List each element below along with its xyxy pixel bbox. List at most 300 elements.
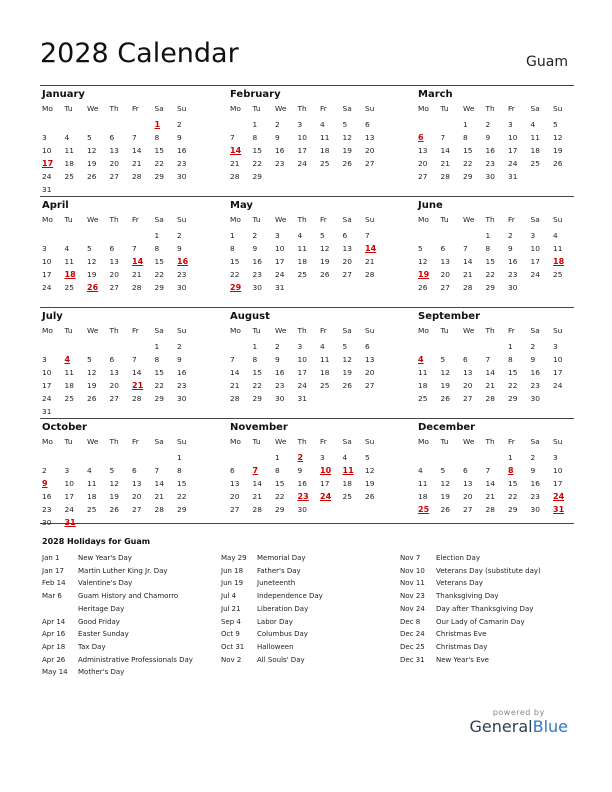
- week-row: [228, 229, 386, 242]
- day-cell: 10: [42, 368, 52, 377]
- month-name: December: [418, 422, 476, 433]
- holiday-column: [42, 552, 220, 679]
- week-row: [416, 477, 574, 490]
- weekday-label: Sa: [154, 215, 164, 224]
- holiday-item-date: Nov 2: [221, 655, 242, 664]
- day-cell: 13: [342, 244, 352, 253]
- weekday-label: We: [275, 104, 287, 113]
- day-cell: 21: [440, 159, 450, 168]
- day-cell: 28: [230, 394, 240, 403]
- day-cell: 2: [530, 453, 536, 462]
- weekday-label: Mo: [42, 437, 53, 446]
- day-cell: 26: [320, 270, 330, 279]
- day-cell: 6: [365, 342, 370, 351]
- holiday-column: [221, 552, 399, 666]
- holiday-item-date: Apr 16: [42, 630, 66, 639]
- holiday-item: [400, 616, 578, 629]
- day-cell: 14: [463, 257, 473, 266]
- day-cell: 26: [440, 394, 450, 403]
- day-cell: 12: [553, 133, 563, 142]
- day-cell: [439, 340, 462, 353]
- holiday-item-name: All Souls' Day: [257, 655, 305, 664]
- holiday-item: [42, 603, 220, 616]
- day-cell: 18: [320, 146, 330, 155]
- day-cell: 13: [440, 257, 450, 266]
- day-cell: 4: [320, 342, 325, 351]
- day-cell: [363, 281, 386, 294]
- day-cell: 6: [109, 355, 115, 364]
- weekday-label: Tu: [64, 104, 73, 113]
- day-cell: 6: [440, 244, 446, 253]
- weekday-label: Fr: [508, 437, 515, 446]
- holiday-item: [400, 565, 578, 578]
- weekday-label: Th: [297, 326, 307, 335]
- day-cell: [85, 405, 108, 418]
- day-cell: 3: [42, 355, 47, 364]
- day-cell: 5: [320, 231, 325, 240]
- week-row: [416, 131, 574, 144]
- day-cell: 25: [64, 394, 74, 403]
- day-cell: 20: [132, 492, 142, 501]
- day-cell: 7: [485, 355, 491, 364]
- holiday-item: [221, 654, 399, 667]
- day-cell: [416, 340, 439, 353]
- day-cell: 1: [508, 453, 513, 462]
- weekday-label: Mo: [418, 215, 429, 224]
- holiday-item-date: Feb 14: [42, 579, 66, 588]
- day-cell: [108, 451, 131, 464]
- day-cell: [63, 451, 86, 464]
- day-cell: 3: [530, 231, 536, 240]
- week-row: [40, 340, 198, 353]
- weekday-label: Sa: [342, 437, 352, 446]
- holiday-item-date: Jul 4: [221, 592, 237, 601]
- weekday-label: Th: [485, 104, 495, 113]
- month-block: [40, 198, 198, 307]
- day-cell: 9: [177, 133, 182, 142]
- weekday-header: [416, 324, 574, 340]
- day-cell: 30: [297, 505, 307, 514]
- day-cell: 12: [87, 146, 97, 155]
- day-cell: [40, 229, 63, 242]
- day-cell: [551, 170, 574, 183]
- day-cell: 13: [418, 146, 428, 155]
- day-cell: 20: [109, 270, 119, 279]
- holiday-column: [400, 552, 578, 666]
- day-cell: 24: [42, 283, 52, 292]
- weekday-label: Sa: [342, 326, 352, 335]
- week-row: [228, 366, 386, 379]
- day-cell: 7: [132, 133, 137, 142]
- country-name: Guam: [526, 54, 568, 70]
- holiday-item-name: Day after Thanksgiving Day: [436, 604, 534, 613]
- day-cell: 6: [109, 244, 115, 253]
- day-cell: 3: [64, 466, 70, 475]
- day-cell: 11: [64, 146, 74, 155]
- weekday-label: Fr: [132, 104, 139, 113]
- day-cell: [363, 170, 386, 183]
- day-cell: 5: [553, 120, 558, 129]
- week-row: [228, 242, 386, 255]
- day-cell: 6: [230, 466, 235, 475]
- day-cell: 14: [230, 368, 240, 377]
- day-cell: 17: [553, 479, 563, 488]
- day-cell: [551, 392, 574, 405]
- week-row: [416, 144, 574, 157]
- month-block: [416, 198, 574, 307]
- day-cell: 2: [42, 466, 47, 475]
- day-cell: [363, 392, 386, 405]
- holiday-date: 14: [365, 244, 377, 253]
- weekday-label: Fr: [320, 437, 327, 446]
- day-cell: [130, 229, 153, 242]
- day-cell: 29: [275, 505, 285, 514]
- day-cell: 20: [109, 159, 119, 168]
- weekday-label: Su: [553, 104, 563, 113]
- weekday-label: Sa: [154, 104, 164, 113]
- day-cell: 9: [252, 244, 258, 253]
- day-cell: 27: [463, 394, 473, 403]
- day-cell: [416, 229, 439, 242]
- holiday-item-name: Independence Day: [257, 592, 323, 601]
- weekday-label: We: [87, 326, 99, 335]
- week-row: [40, 503, 198, 516]
- week-row: [40, 405, 198, 418]
- month-name: March: [418, 89, 453, 100]
- holiday-item-name: Veterans Day (substitute day): [436, 566, 541, 575]
- day-cell: 27: [365, 159, 375, 168]
- weekday-label: Mo: [230, 437, 241, 446]
- holidays-title: 2028 Holidays for Guam: [42, 537, 151, 546]
- month-name: July: [42, 311, 63, 322]
- day-cell: 15: [252, 368, 262, 377]
- day-cell: [130, 183, 153, 196]
- day-cell: 22: [508, 381, 518, 390]
- day-cell: 19: [553, 146, 563, 155]
- day-cell: 5: [342, 120, 348, 129]
- day-cell: [130, 451, 153, 464]
- weekday-label: Fr: [320, 104, 327, 113]
- weekday-label: We: [87, 215, 99, 224]
- week-row: [228, 340, 386, 353]
- week-row: [416, 170, 574, 183]
- day-cell: [251, 451, 274, 464]
- day-cell: 3: [275, 231, 280, 240]
- day-cell: 14: [132, 146, 142, 155]
- holiday-date: 18: [64, 270, 76, 279]
- week-row: [40, 366, 198, 379]
- holiday-date: 21: [132, 381, 144, 390]
- day-cell: 7: [132, 244, 137, 253]
- holiday-item-date: Jan 1: [42, 554, 60, 562]
- holiday-item-name: Good Friday: [78, 617, 120, 626]
- day-cell: 30: [252, 283, 262, 292]
- day-cell: 15: [154, 146, 164, 155]
- day-cell: [85, 451, 108, 464]
- holiday-item: [221, 616, 399, 629]
- day-cell: 11: [418, 479, 428, 488]
- weekday-label: Mo: [418, 437, 429, 446]
- weekday-label: Th: [109, 104, 119, 113]
- day-cell: [318, 503, 341, 516]
- month-block: [416, 87, 574, 196]
- holiday-date: 25: [418, 505, 430, 514]
- day-cell: 19: [87, 270, 97, 279]
- holiday-date: 24: [553, 492, 565, 501]
- week-row: [40, 268, 198, 281]
- week-row: [416, 392, 574, 405]
- holiday-item-name: New Year's Eve: [436, 655, 489, 664]
- holiday-item-date: Jun 19: [221, 579, 244, 588]
- day-cell: 1: [230, 231, 235, 240]
- day-cell: 26: [418, 283, 428, 292]
- holiday-item-name: Juneteenth: [257, 579, 296, 588]
- day-cell: 28: [365, 270, 375, 279]
- holiday-item-name: Halloween: [257, 642, 294, 651]
- day-cell: [341, 281, 364, 294]
- weekday-label: Su: [365, 437, 375, 446]
- day-cell: 23: [42, 505, 52, 514]
- weekday-label: Mo: [42, 104, 53, 113]
- weekday-label: We: [463, 215, 475, 224]
- week-row: [228, 464, 386, 477]
- day-cell: 19: [440, 381, 450, 390]
- month-name: August: [230, 311, 270, 322]
- day-cell: 26: [440, 505, 450, 514]
- holiday-item-date: Oct 9: [221, 630, 240, 639]
- day-cell: [341, 392, 364, 405]
- day-cell: [108, 183, 131, 196]
- day-cell: 21: [365, 257, 375, 266]
- day-cell: 22: [252, 159, 262, 168]
- week-row: [228, 503, 386, 516]
- day-cell: 17: [320, 479, 330, 488]
- holiday-date: 23: [297, 492, 309, 501]
- week-row: [40, 242, 198, 255]
- holiday-date: 14: [132, 257, 144, 266]
- day-cell: [85, 340, 108, 353]
- holiday-date: 17: [42, 159, 54, 168]
- day-cell: 11: [64, 257, 74, 266]
- day-cell: 9: [177, 355, 182, 364]
- day-cell: 15: [230, 257, 240, 266]
- day-cell: 31: [42, 407, 52, 416]
- holiday-item-date: Nov 24: [400, 604, 425, 613]
- day-cell: 8: [154, 244, 160, 253]
- month-block: [40, 420, 198, 529]
- day-cell: 22: [230, 270, 240, 279]
- week-row: [416, 451, 574, 464]
- weekday-header: [40, 102, 198, 118]
- day-cell: 30: [530, 394, 540, 403]
- day-cell: 17: [42, 270, 52, 279]
- day-cell: 19: [440, 492, 450, 501]
- weekday-label: Mo: [230, 326, 241, 335]
- holiday-item: [221, 603, 399, 616]
- day-cell: 24: [508, 159, 518, 168]
- day-cell: 18: [342, 479, 352, 488]
- day-cell: 10: [297, 133, 307, 142]
- day-cell: 1: [485, 231, 491, 240]
- day-cell: 6: [463, 466, 468, 475]
- holiday-item-date: Oct 31: [221, 642, 245, 651]
- week-row: [416, 255, 574, 268]
- day-cell: 2: [530, 342, 536, 351]
- week-row: [228, 131, 386, 144]
- day-cell: 12: [440, 368, 450, 377]
- day-cell: 13: [463, 479, 473, 488]
- week-row: [416, 503, 574, 516]
- day-cell: [296, 170, 319, 183]
- day-cell: 19: [342, 146, 352, 155]
- day-cell: [108, 118, 131, 131]
- day-cell: 12: [109, 479, 119, 488]
- weekday-label: We: [463, 326, 475, 335]
- week-row: [416, 340, 574, 353]
- day-cell: 8: [463, 133, 468, 142]
- brand-logo: [470, 708, 568, 736]
- day-cell: 1: [154, 342, 160, 351]
- holiday-item-date: May 14: [42, 668, 68, 677]
- day-cell: 4: [297, 231, 303, 240]
- holiday-date: 31: [64, 518, 76, 527]
- quarter-row: [40, 85, 574, 196]
- day-cell: 29: [463, 172, 473, 181]
- day-cell: [108, 405, 131, 418]
- week-row: [228, 170, 386, 183]
- day-cell: 16: [275, 146, 285, 155]
- day-cell: [85, 229, 108, 242]
- month-name: September: [418, 311, 480, 322]
- weekday-label: Su: [177, 326, 187, 335]
- weekday-label: We: [275, 437, 287, 446]
- weekday-label: Tu: [252, 104, 261, 113]
- day-cell: 5: [418, 244, 423, 253]
- day-cell: 2: [508, 231, 513, 240]
- day-cell: 30: [508, 283, 518, 292]
- day-cell: 11: [530, 133, 540, 142]
- day-cell: 30: [177, 283, 187, 292]
- day-cell: 22: [154, 270, 164, 279]
- day-cell: 2: [485, 120, 491, 129]
- day-cell: 23: [177, 270, 187, 279]
- week-row: [416, 464, 574, 477]
- holiday-item-name: Mother's Day: [78, 668, 125, 677]
- holiday-item-date: Nov 11: [400, 579, 425, 588]
- day-cell: 18: [320, 368, 330, 377]
- powered-by-text: powered by: [492, 708, 545, 717]
- holiday-item: [42, 616, 220, 629]
- day-cell: 14: [485, 479, 495, 488]
- weekday-label: Th: [297, 104, 307, 113]
- day-cell: 3: [42, 244, 47, 253]
- day-cell: [63, 340, 86, 353]
- day-cell: 20: [440, 270, 450, 279]
- day-cell: 22: [154, 159, 164, 168]
- day-cell: [341, 503, 364, 516]
- month-name: February: [230, 89, 281, 100]
- day-cell: 27: [463, 505, 473, 514]
- weekday-label: Tu: [440, 437, 449, 446]
- day-cell: 21: [463, 270, 473, 279]
- day-cell: 18: [297, 257, 307, 266]
- week-row: [40, 183, 198, 196]
- weekday-label: Tu: [64, 437, 73, 446]
- week-row: [40, 118, 198, 131]
- day-cell: 11: [553, 244, 563, 253]
- week-row: [228, 268, 386, 281]
- logo-text: [470, 717, 568, 736]
- day-cell: 14: [485, 368, 495, 377]
- week-row: [228, 379, 386, 392]
- day-cell: 5: [109, 466, 115, 475]
- week-row: [416, 242, 574, 255]
- holiday-item-date: Dec 25: [400, 642, 425, 651]
- day-cell: 12: [440, 479, 450, 488]
- holiday-item: [400, 641, 578, 654]
- day-cell: 18: [64, 159, 74, 168]
- day-cell: [461, 229, 484, 242]
- day-cell: 13: [109, 368, 119, 377]
- week-row: [416, 229, 574, 242]
- day-cell: 17: [64, 492, 74, 501]
- week-row: [40, 131, 198, 144]
- day-cell: 17: [530, 257, 540, 266]
- day-cell: 28: [485, 394, 495, 403]
- weekday-label: Su: [553, 326, 563, 335]
- weekday-label: Fr: [132, 326, 139, 335]
- day-cell: 2: [177, 120, 182, 129]
- day-cell: 10: [508, 133, 518, 142]
- weekday-header: [416, 102, 574, 118]
- day-cell: 19: [365, 479, 375, 488]
- day-cell: 21: [132, 270, 142, 279]
- week-row: [416, 353, 574, 366]
- day-cell: 1: [275, 453, 280, 462]
- divider: [40, 523, 574, 524]
- day-cell: 15: [508, 479, 518, 488]
- day-cell: 16: [530, 479, 540, 488]
- holiday-item-name: Father's Day: [257, 566, 301, 575]
- day-cell: 27: [440, 283, 450, 292]
- day-cell: 16: [177, 368, 187, 377]
- day-cell: 3: [42, 133, 47, 142]
- day-cell: 25: [320, 381, 330, 390]
- holiday-item: [221, 552, 399, 565]
- day-cell: [318, 392, 341, 405]
- holiday-item-name: New Year's Day: [78, 554, 132, 562]
- day-cell: 13: [230, 479, 240, 488]
- day-cell: 27: [342, 270, 352, 279]
- day-cell: 30: [177, 394, 187, 403]
- day-cell: 9: [275, 355, 280, 364]
- day-cell: 1: [154, 231, 160, 240]
- day-cell: 9: [530, 466, 536, 475]
- month-name: April: [42, 200, 69, 211]
- holiday-item: [42, 552, 220, 565]
- holiday-date: 14: [230, 146, 242, 155]
- day-cell: [108, 340, 131, 353]
- holiday-item-date: Nov 10: [400, 566, 425, 575]
- week-row: [40, 157, 198, 170]
- day-cell: 26: [87, 394, 97, 403]
- day-cell: 10: [275, 244, 285, 253]
- day-cell: [416, 118, 439, 131]
- day-cell: 22: [463, 159, 473, 168]
- weekday-header: [228, 213, 386, 229]
- day-cell: 31: [297, 394, 307, 403]
- day-cell: 9: [275, 133, 280, 142]
